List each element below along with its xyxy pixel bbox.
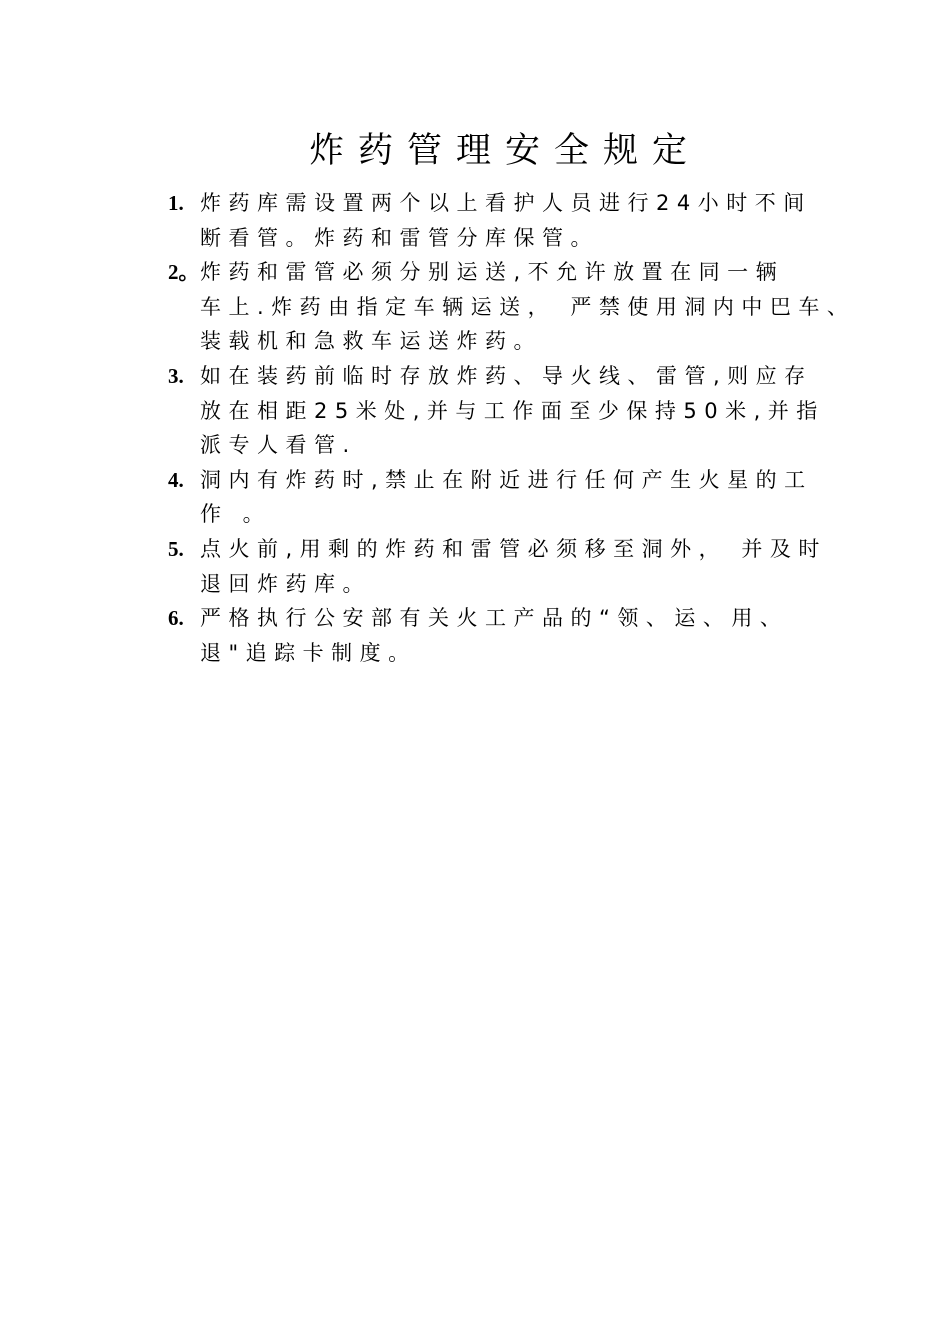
rule-line: 炸药和雷管必须分别运送,不允许放置在同一辆 [200,260,785,285]
rule-list [168,186,858,670]
rule-number: 1. [168,191,184,215]
rule-text [200,186,858,255]
rule-item-6 [168,601,858,670]
rule-line: 洞内有炸药时,禁止在附近进行任何产生火星的工 [200,467,813,492]
rule-item-4 [168,463,858,532]
rule-line: 派专人看管. [200,433,357,458]
rule-text [200,255,858,359]
document-title: 炸药管理安全规定 [308,131,701,171]
rule-number: 3. [168,363,184,388]
rule-text [200,463,858,532]
rule-line: 点火前,用剩的炸药和雷管必须移至洞外， 并及时 [200,536,827,561]
rule-number: 2。 [168,260,200,285]
rule-line: 严格执行公安部有关火工产品的“领、运、用、 [200,606,789,631]
rule-line: 车上.炸药由指定车辆运送， 严禁使用洞内中巴车、 [200,294,856,319]
rule-line: 退回炸药库。 [200,571,371,596]
rule-item-5 [168,532,858,601]
rule-number: 6. [168,606,184,631]
rule-line: 炸药库需设置两个以上看护人员进行24小时不间 [200,191,812,215]
rule-line: 退"追踪卡制度。 [200,640,417,665]
rule-line: 断看管。炸药和雷管分库保管。 [200,225,599,250]
rule-item-2 [168,255,858,359]
rule-line: 如在装药前临时存放炸药、导火线、雷管,则应存 [200,363,813,388]
rule-text [200,532,858,601]
rule-item-3 [168,359,858,463]
rule-line: 装载机和急救车运送炸药。 [200,329,542,354]
rule-text [200,601,858,670]
rule-number: 5. [168,536,184,561]
rule-item-1 [168,186,858,255]
rule-text [200,359,858,463]
rule-line: 放在相距25米处,并与工作面至少保持50米,并指 [200,398,825,423]
rule-line: 作 。 [200,502,272,527]
rule-number: 4. [168,467,184,492]
